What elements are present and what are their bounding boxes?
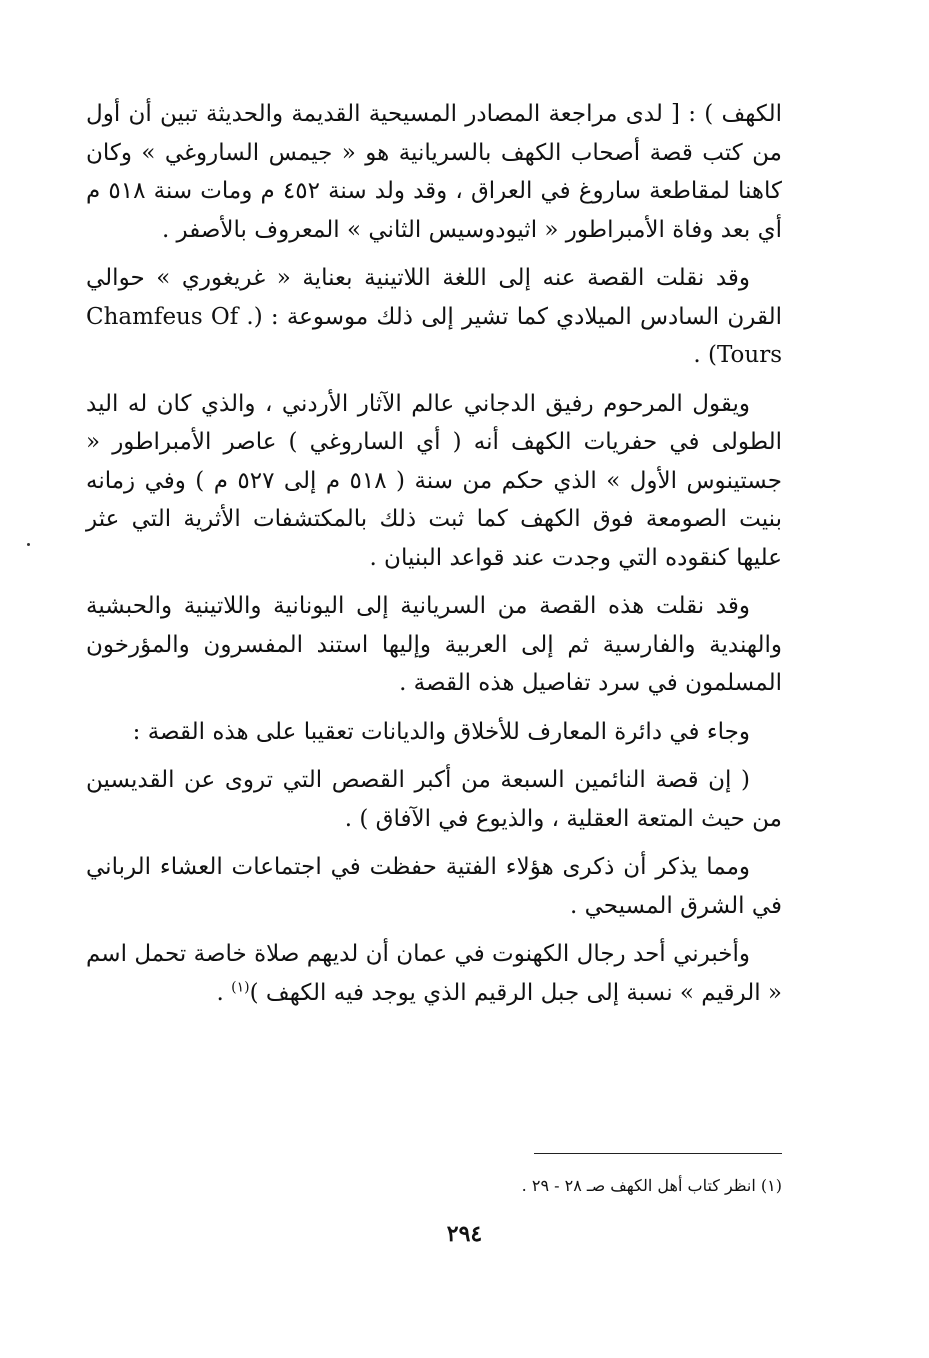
page-number: ٢٩٤ (446, 1221, 483, 1247)
margin-speck (27, 543, 30, 546)
paragraph-2: وقد نقلت القصة عنه إلى اللغة اللاتينية بعناية « غريغوري » حوالي القرن السادس الميلادي كما تشير إلى ذلك موسوعة : (Chamfeus Of . Tours) . (86, 265, 782, 368)
footnote-reference: (١) (231, 978, 250, 995)
paragraph-3: ويقول المرحوم رفيق الدجاني عالم الآثار الأردني ، والذي كان له اليد الطولى في حفريات الكهف أنه ( أي الساروغي ) عاصر الأمبراطور « جستينوس الأول » الذي حكم من سنة ( ٥١٨ م إلى ٥٢٧ م ) وفي زمانه بنيت الصومعة فوق الكهف كما ثبت ذلك بالمكتشفات الأثرية التي عثر عليها كنقوده التي وجدت عند قواعد البنيان . (86, 390, 782, 571)
paragraph-8-suffix: . (216, 979, 232, 1006)
paragraph-8 (86, 935, 782, 1012)
paragraph-1: الكهف ) : [ لدى مراجعة المصادر المسيحية القديمة والحديثة تبين أن أول من كتب قصة أصحاب الكهف بالسريانية هو « جيمس الساروغي » وكان كاهنا لمقاطعة ساروغ في العراق ، وقد ولد سنة ٤٥٢ م ومات سنة ٥١٨ م أي بعد وفاة الأمبراطور « اثيودوسيس الثاني » المعروف بالأصفر . (86, 101, 782, 243)
paragraph-6: ( إن قصة النائمين السبعة من أكبر القصص التي تروى عن القديسين من حيث المتعة العقلية ، والذيوع في الآفاق ) . (86, 767, 782, 832)
paragraph-4: وقد نقلت هذه القصة من السريانية إلى اليونانية واللاتينية والحبشية والهندية والفارسية ثم إلى العربية وإليها استند المفسرون والمؤرخون المسلمون في سرد تفاصيل هذه القصة . (86, 593, 782, 696)
footnote-separator (534, 1153, 782, 1154)
footnote: (١) انظر كتاب أهل الكهف صـ ٢٨ - ٢٩ . (521, 1176, 782, 1195)
paragraph-8-text: وأخبرني أحد رجال الكهنوت في عمان أن لديهم صلاة خاصة تحمل اسم « الرقيم » نسبة إلى جبل الرقيم الذي يوجد فيه الكهف ) (86, 941, 782, 1006)
paragraph-5: وجاء في دائرة المعارف للأخلاق والديانات تعقيبا على هذه القصة : (132, 718, 750, 745)
paragraph-7: ومما يذكر أن ذكرى هؤلاء الفتية حفظت في اجتماعات العشاء الرباني في الشرق المسيحي . (86, 854, 782, 919)
body-text (86, 95, 782, 1022)
